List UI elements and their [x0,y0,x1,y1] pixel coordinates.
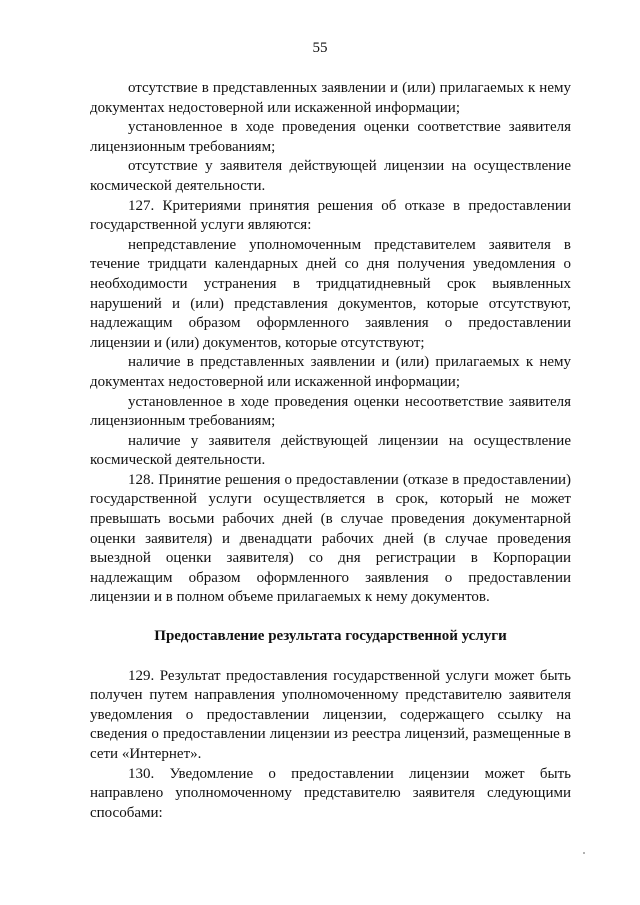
section-heading: Предоставление результата государственной услуги [154,628,507,645]
paragraph: наличие в представленных заявлении и (или) прилагаемых к нему документах недостоверной или искаженной информации; [90,354,571,390]
scan-speck [583,852,585,854]
paragraph-130: 130. Уведомление о предоставлении лицензии может быть направлено уполномоченному представителю заявителя следующими способами: [90,765,571,821]
page-number: 55 [312,40,328,56]
paragraph-129: 129. Результат предоставления государственной услуги может быть получен путем направления уполномоченному представителю заявителя уведомления о предоставлении лицензии, содержащего ссылку на сведения о предоставлении лицензии из реестра лицензий, размещенные в сети «Интернет». [90,667,571,762]
paragraph: отсутствие в представленных заявлении и (или) прилагаемых к нему документах недостоверной или искаженной информации; [90,80,571,116]
paragraph: наличие у заявителя действующей лицензии на осуществление космической деятельности. [90,432,571,469]
paragraph-128: 128. Принятие решения о предоставлении (отказе в предоставлении) государственной услуги осуществляется в срок, который не может превышать восьми рабочих дней (в случае проведения документарной оценки заявителя) и двенадцати рабочих дней (в случае проведения выездной оценки заявителя) со дня регистрации в Корпорации надлежащим образом оформленного заявления о предоставлении лицензии и в полном объеме прилагаемых к нему документов. [90,471,571,606]
paragraph: установленное в ходе проведения оценки соответствие заявителя лицензионным требованиям; [90,119,571,155]
paragraph: установленное в ходе проведения оценки несоответствие заявителя лицензионным требованиям; [90,393,571,430]
document-body [90,79,571,823]
paragraph-127: 127. Критериями принятия решения об отказе в предоставлении государственной услуги являются: [90,197,571,234]
paragraph: непредставление уполномоченным представителем заявителя в течение тридцати календарных дней со дня получения уведомления о необходимости устранения в тридцатидневный срок выявленных нарушений и (или) представления документов, которые отсутствуют, надлежащим образом оформленного заявления о предоставлении лицензии и (или) документов, которые отсутствуют; [90,236,571,351]
paragraph: отсутствие у заявителя действующей лицензии на осуществление космической деятельности. [90,158,571,194]
